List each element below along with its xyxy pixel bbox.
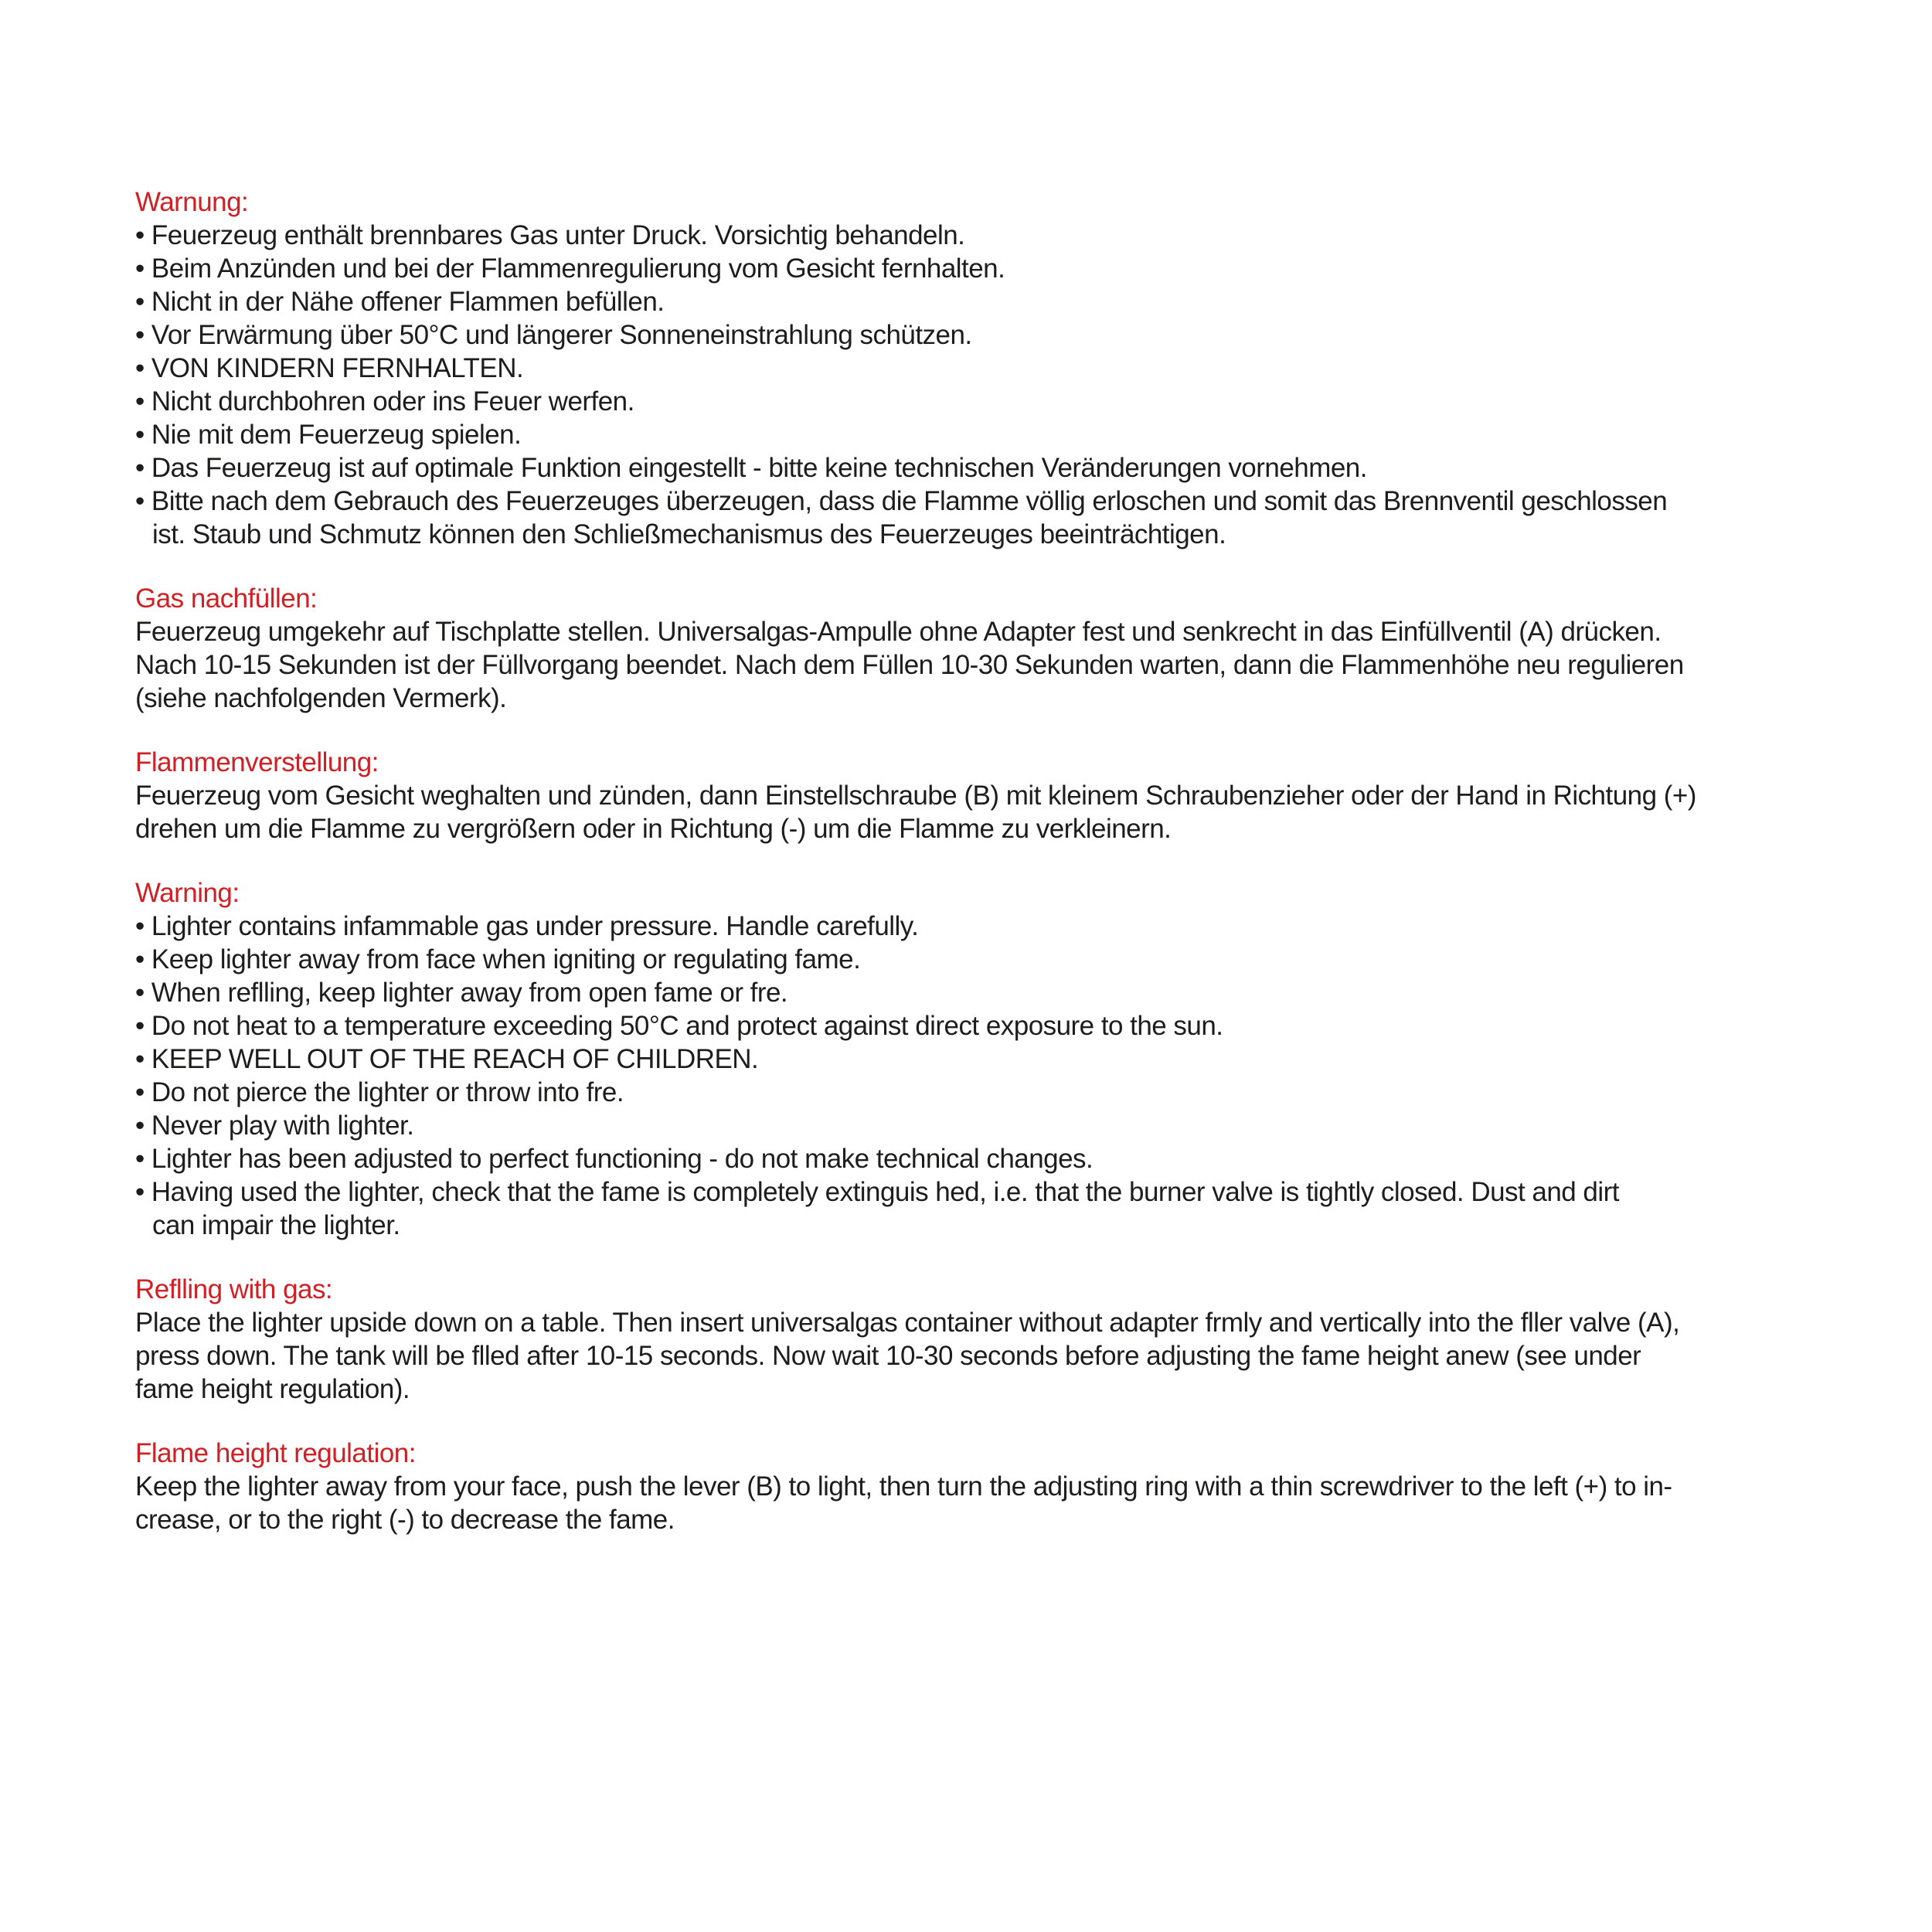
section-flame-height-regulation (135, 1437, 1839, 1536)
text-line: Feuerzeug umgekehr auf Tischplatte stellen. Universalgas-Ampulle ohne Adapter fest und senkrecht in das Einfüllventil (A) drücken. (135, 617, 1662, 647)
text-line: (siehe nachfolgenden Vermerk). (135, 683, 507, 713)
text-line: drehen um die Flamme zu vergrößern oder in Richtung (-) um die Flamme zu verkleinern. (135, 814, 1172, 844)
text-line: fame height regulation). (135, 1374, 410, 1404)
section-heading: Flammenverstellung: (135, 747, 379, 777)
text-line: Keep the lighter away from your face, push the lever (B) to light, then turn the adjusting ring with a thin screwdriver to the left (+) to in- (135, 1471, 1672, 1502)
section-heading: Warning: (135, 878, 240, 908)
section-body (135, 615, 1839, 715)
text-line: • Keep lighter away from face when igniting or regulating fame. (135, 944, 861, 975)
section-heading: Gas nachfüllen: (135, 583, 318, 614)
text-line: • Lighter has been adjusted to perfect functioning - do not make technical changes. (135, 1144, 1094, 1174)
text-line: can impair the lighter. (152, 1210, 400, 1240)
text-line: • Do not pierce the lighter or throw into fre. (135, 1077, 624, 1107)
text-line: Place the lighter upside down on a table. Then insert universalgas container without adapter frmly and vertically into the fller valve (A), (135, 1308, 1680, 1338)
section-flammenverstellung (135, 746, 1839, 845)
text-line: • Beim Anzünden und bei der Flammenregulierung vom Gesicht fernhalten. (135, 253, 1005, 284)
section-body (135, 1306, 1839, 1406)
section-warning-en (135, 876, 1839, 1242)
text-line: ist. Staub und Schmutz können den Schließmechanismus des Feuerzeuges beeinträchtigen. (152, 519, 1226, 549)
text-line: • Feuerzeug enthält brennbares Gas unter Druck. Vorsichtig behandeln. (135, 220, 965, 250)
section-heading: Reflling with gas: (135, 1274, 333, 1304)
text-line: • Vor Erwärmung über 50°C und längerer Sonneneinstrahlung schützen. (135, 320, 972, 350)
section-refilling-with-gas (135, 1273, 1839, 1406)
text-line: • Nicht durchbohren oder ins Feuer werfen. (135, 386, 634, 417)
section-body (135, 779, 1839, 845)
instructions-text-block (135, 185, 1839, 1536)
text-line: • Never play with lighter. (135, 1111, 414, 1141)
section-gas-nachfuellen (135, 582, 1839, 715)
text-line: • Nie mit dem Feuerzeug spielen. (135, 420, 522, 450)
text-line: • Bitte nach dem Gebrauch des Feuerzeuges überzeugen, dass die Flamme völlig erloschen und somit das Brennventil geschlossen (135, 486, 1668, 516)
text-line: Nach 10-15 Sekunden ist der Füllvorgang beendet. Nach dem Füllen 10-30 Sekunden warten, dann die Flammenhöhe neu regulieren (135, 650, 1684, 680)
text-line: • Nicht in der Nähe offener Flammen befüllen. (135, 287, 665, 317)
text-line: • Do not heat to a temperature exceeding 50°C and protect against direct exposure to the sun. (135, 1011, 1223, 1041)
section-heading: Flame height regulation: (135, 1438, 416, 1468)
text-line: • Having used the lighter, check that the fame is completely extinguis hed, i.e. that the burner valve is tightly closed. Dust and dirt (135, 1177, 1619, 1207)
text-line: • Lighter contains infammable gas under pressure. Handle carefully. (135, 911, 919, 941)
section-body (135, 219, 1839, 551)
section-body (135, 1470, 1839, 1536)
section-body (135, 910, 1839, 1242)
section-heading: Warnung: (135, 187, 249, 217)
text-line: crease, or to the right (-) to decrease the fame. (135, 1505, 675, 1535)
text-line: • VON KINDERN FERNHALTEN. (135, 353, 524, 383)
text-line: press down. The tank will be flled after 10-15 seconds. Now wait 10-30 seconds before adjusting the fame height anew (see under (135, 1341, 1641, 1371)
section-warnung-de (135, 185, 1839, 551)
text-line: Feuerzeug vom Gesicht weghalten und zünden, dann Einstellschraube (B) mit kleinem Schraubenzieher oder der Hand in Richtung (+) (135, 781, 1696, 811)
text-line: • Das Feuerzeug ist auf optimale Funktion eingestellt - bitte keine technischen Veränderungen vornehmen. (135, 453, 1367, 483)
text-line: • KEEP WELL OUT OF THE REACH OF CHILDREN. (135, 1044, 759, 1074)
text-line: • When reflling, keep lighter away from open fame or fre. (135, 978, 788, 1008)
